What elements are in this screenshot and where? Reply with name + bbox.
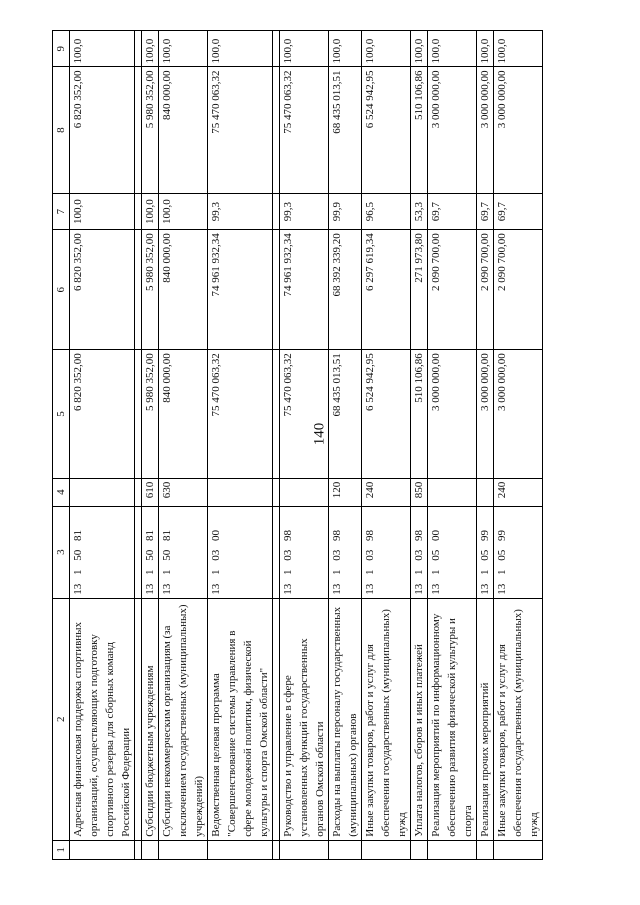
- row-amount-2: 6 524 942,95: [362, 67, 411, 193]
- spacer-cell: [273, 506, 280, 598]
- spacer-cell: [135, 478, 142, 506]
- header-cell: 9: [53, 31, 70, 67]
- row-amount-2: 75 470 063,32: [208, 67, 273, 193]
- row-amount-2: 5 980 352,00: [142, 67, 159, 193]
- row-percent-2: 100,0: [142, 31, 159, 67]
- empty-cell: [477, 840, 494, 859]
- row-amount-2: 840 000,00: [159, 67, 208, 193]
- spacer-cell: [135, 350, 142, 479]
- row-expense-type: [477, 478, 494, 506]
- header-cell: 4: [53, 478, 70, 506]
- row-expense-type: 240: [494, 478, 543, 506]
- rotated-table-container: [52, 30, 640, 860]
- header-cell: 5: [53, 350, 70, 479]
- row-expense-type: 240: [362, 478, 411, 506]
- row-expense-type: [428, 478, 477, 506]
- row-amount-2: 510 106,86: [411, 67, 428, 193]
- empty-cell: [494, 840, 543, 859]
- row-percent: 99,3: [208, 193, 273, 229]
- spacer-cell: [273, 478, 280, 506]
- row-name: Иные закупки товаров, работ и услуг для обеспечения государственных (муниципальных) нужд: [362, 598, 411, 840]
- row-amount-2: 75 470 063,32: [280, 67, 329, 193]
- row-code: 13 1 50 81: [70, 506, 135, 598]
- row-code: 13 1 50 81: [159, 506, 208, 598]
- spacer-cell: [273, 31, 280, 67]
- header-cell: 1: [53, 840, 70, 859]
- row-name: Адресная финансовая поддержка спортивных организаций, осуществляющих подготовку спортивного резерва для сборных команд Российской Федерации: [70, 598, 135, 840]
- row-code: 13 1 03 00: [208, 506, 273, 598]
- row-code: 13 1 05 99: [477, 506, 494, 598]
- row-code: 13 1 03 98: [411, 506, 428, 598]
- row-executed: 2 090 700,00: [477, 230, 494, 350]
- empty-cell: [208, 840, 273, 859]
- table-row: [142, 31, 159, 860]
- row-executed: 6 820 352,00: [70, 230, 135, 350]
- row-amount-2: 3 000 000,00: [494, 67, 543, 193]
- header-row: [53, 31, 70, 860]
- row-percent-2: 100,0: [208, 31, 273, 67]
- empty-cell: [428, 840, 477, 859]
- empty-cell: [159, 840, 208, 859]
- row-amount: 510 106,86: [411, 350, 428, 479]
- empty-cell: [280, 840, 329, 859]
- row-percent-2: 100,0: [362, 31, 411, 67]
- spacer-cell: [273, 350, 280, 479]
- row-expense-type: 630: [159, 478, 208, 506]
- spacer-cell: [135, 598, 142, 840]
- row-amount-2: 3 000 000,00: [477, 67, 494, 193]
- header-cell: 6: [53, 230, 70, 350]
- spacer-cell: [135, 230, 142, 350]
- row-percent: 100,0: [70, 193, 135, 229]
- empty-cell: [70, 840, 135, 859]
- row-expense-type: [70, 478, 135, 506]
- row-amount-2: 68 435 013,51: [329, 67, 362, 193]
- row-amount: 75 470 063,32: [280, 350, 329, 479]
- spacer-cell: [273, 230, 280, 350]
- row-name: Субсидии бюджетным учреждениям: [142, 598, 159, 840]
- spacer-cell: [135, 67, 142, 193]
- row-executed: 2 090 700,00: [428, 230, 477, 350]
- row-percent: 53,3: [411, 193, 428, 229]
- page-number: 140: [311, 422, 328, 446]
- empty-cell: [329, 840, 362, 859]
- row-percent-2: 100,0: [411, 31, 428, 67]
- row-name: Реализация мероприятий по информационному обеспечению развития физической культуры и спорта: [428, 598, 477, 840]
- row-executed: 68 392 339,20: [329, 230, 362, 350]
- row-amount: 3 000 000,00: [477, 350, 494, 479]
- table-row: [477, 31, 494, 860]
- spacer-cell: [135, 506, 142, 598]
- spacer-cell: [273, 193, 280, 229]
- empty-cell: [362, 840, 411, 859]
- row-percent: 69,7: [477, 193, 494, 229]
- row-name: Уплата налогов, сборов и иных платежей: [411, 598, 428, 840]
- row-name: Расходы на выплаты персоналу государственных (муниципальных) органов: [329, 598, 362, 840]
- row-amount: 6 820 352,00: [70, 350, 135, 479]
- row-percent: 69,7: [428, 193, 477, 229]
- empty-cell: [142, 840, 159, 859]
- row-percent: 96,5: [362, 193, 411, 229]
- row-percent: 100,0: [142, 193, 159, 229]
- row-percent-2: 100,0: [477, 31, 494, 67]
- row-code: 13 1 05 00: [428, 506, 477, 598]
- row-amount: 5 980 352,00: [142, 350, 159, 479]
- row-percent-2: 100,0: [159, 31, 208, 67]
- row-percent: 100,0: [159, 193, 208, 229]
- row-spacer: [273, 31, 280, 860]
- table-row: [411, 31, 428, 860]
- spacer-cell: [135, 840, 142, 859]
- row-percent-2: 100,0: [428, 31, 477, 67]
- row-code: 13 1 03 98: [362, 506, 411, 598]
- row-percent-2: 100,0: [494, 31, 543, 67]
- row-amount: 3 000 000,00: [428, 350, 477, 479]
- row-code: 13 1 05 99: [494, 506, 543, 598]
- row-amount: 75 470 063,32: [208, 350, 273, 479]
- table-row: [329, 31, 362, 860]
- row-code: 13 1 03 98: [329, 506, 362, 598]
- row-code: 13 1 03 98: [280, 506, 329, 598]
- row-amount-2: 3 000 000,00: [428, 67, 477, 193]
- row-amount: 3 000 000,00: [494, 350, 543, 479]
- row-expense-type: [280, 478, 329, 506]
- header-cell: 2: [53, 598, 70, 840]
- row-expense-type: 610: [142, 478, 159, 506]
- table-row: [159, 31, 208, 860]
- header-cell: 8: [53, 67, 70, 193]
- row-executed: 74 961 932,34: [208, 230, 273, 350]
- row-executed: 5 980 352,00: [142, 230, 159, 350]
- spacer-cell: [135, 31, 142, 67]
- row-amount-2: 6 820 352,00: [70, 67, 135, 193]
- spacer-cell: [273, 840, 280, 859]
- row-name: Реализация прочих мероприятий: [477, 598, 494, 840]
- table-row: [428, 31, 477, 860]
- header-cell: 7: [53, 193, 70, 229]
- row-name: Руководство и управление в сфере установленных функций государственных органов Омской области: [280, 598, 329, 840]
- spacer-cell: [273, 598, 280, 840]
- empty-cell: [411, 840, 428, 859]
- row-spacer: [135, 31, 142, 860]
- table-row: [362, 31, 411, 860]
- row-executed: 271 973,80: [411, 230, 428, 350]
- row-executed: 6 297 619,34: [362, 230, 411, 350]
- row-amount: 68 435 013,51: [329, 350, 362, 479]
- table-row: [280, 31, 329, 860]
- row-executed: 74 961 932,34: [280, 230, 329, 350]
- header-cell: 3: [53, 506, 70, 598]
- row-executed: 2 090 700,00: [494, 230, 543, 350]
- table-row: [70, 31, 135, 860]
- row-expense-type: 120: [329, 478, 362, 506]
- spacer-cell: [135, 193, 142, 229]
- spacer-cell: [273, 67, 280, 193]
- row-percent-2: 100,0: [280, 31, 329, 67]
- row-executed: 840 000,00: [159, 230, 208, 350]
- row-code: 13 1 50 81: [142, 506, 159, 598]
- row-percent: 99,9: [329, 193, 362, 229]
- budget-table: [52, 30, 543, 860]
- row-expense-type: 850: [411, 478, 428, 506]
- row-percent: 69,7: [494, 193, 543, 229]
- row-name: Иные закупки товаров, работ и услуг для обеспечения государственных (муниципальных) нужд: [494, 598, 543, 840]
- row-percent: 99,3: [280, 193, 329, 229]
- table-row: [494, 31, 543, 860]
- row-percent-2: 100,0: [70, 31, 135, 67]
- row-name: Субсидии некоммерческим организациям (за исключением государственных (муниципальных) учреждений): [159, 598, 208, 840]
- row-amount: 840 000,00: [159, 350, 208, 479]
- row-expense-type: [208, 478, 273, 506]
- row-percent-2: 100,0: [329, 31, 362, 67]
- table-row: [208, 31, 273, 860]
- row-amount: 6 524 942,95: [362, 350, 411, 479]
- row-name: Ведомственная целевая программа "Совершенствование системы управления в сфере молодежной политики, физической культуры и спорта Омской области": [208, 598, 273, 840]
